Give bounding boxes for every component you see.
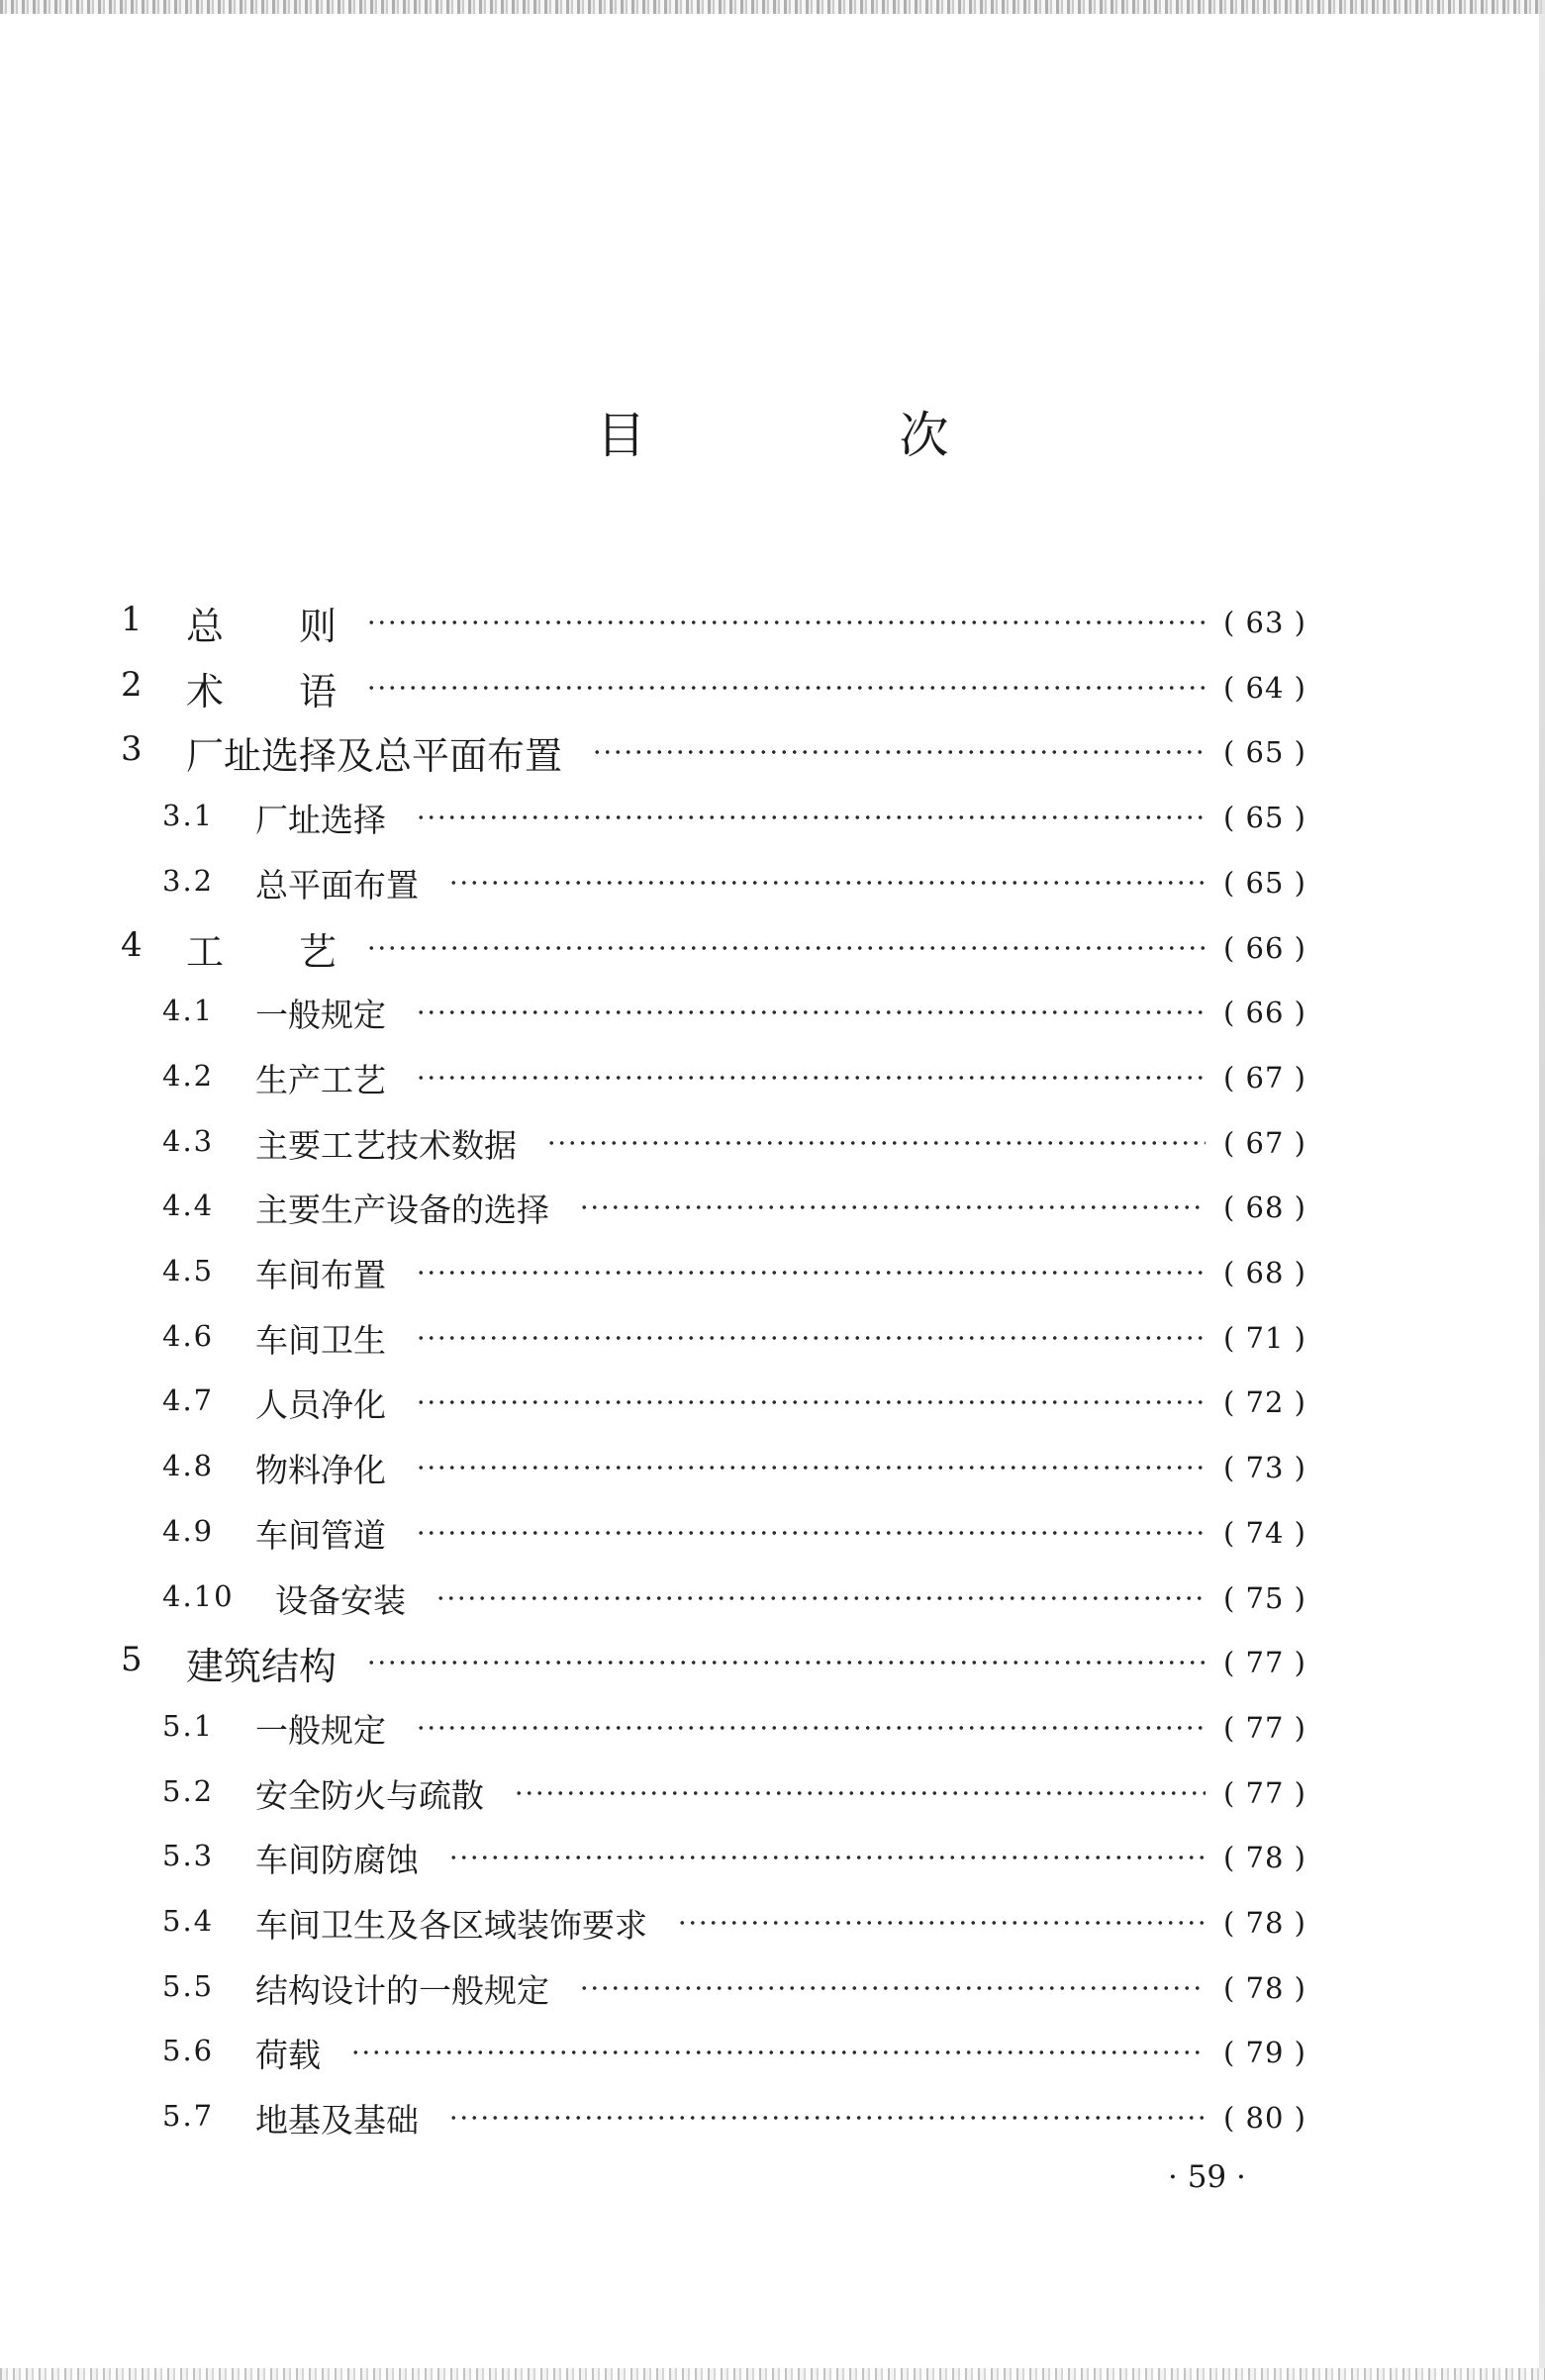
toc-dot-leader	[514, 1791, 1206, 1795]
toc-entry-number: 5	[121, 1640, 143, 1679]
toc-entry-number: 3	[121, 729, 143, 769]
toc-entry-number: 5.2	[162, 1774, 215, 1808]
toc-dot-leader	[448, 1856, 1206, 1859]
toc-entry[interactable]	[0, 919, 1545, 975]
toc-entry-label: 荷载	[255, 2036, 321, 2074]
toc-entry-number: 4.6	[162, 1319, 215, 1353]
toc-dot-leader	[435, 1596, 1206, 1600]
toc-entry[interactable]	[0, 1504, 1545, 1560]
toc-entry-label: 厂址选择及总平面布置	[186, 734, 563, 778]
toc-dot-leader	[366, 686, 1206, 690]
toc-entry-label: 物料净化	[255, 1451, 386, 1489]
toc-dot-leader	[416, 1336, 1206, 1340]
toc-entry-label: 车间防腐蚀	[255, 1841, 419, 1879]
toc-entry[interactable]	[0, 1699, 1545, 1755]
toc-dot-leader	[366, 1661, 1206, 1665]
toc-entry-number: 4	[121, 925, 143, 965]
toc-entry-number: 5.6	[162, 2034, 215, 2067]
toc-entry-page: ( 64 )	[1223, 671, 1306, 705]
toc-dot-leader	[546, 1141, 1206, 1145]
toc-entry[interactable]	[0, 723, 1545, 779]
toc-dot-leader	[416, 1466, 1206, 1470]
toc-entry-label: 厂址选择	[255, 801, 386, 839]
toc-entry[interactable]	[0, 854, 1545, 909]
toc-dot-leader	[579, 1205, 1206, 1209]
toc-entry-label: 术 语	[186, 670, 338, 714]
toc-entry-number: 3.1	[162, 799, 215, 832]
toc-entry-label: 安全防火与疏散	[255, 1776, 484, 1815]
toc-entry-label: 总平面布置	[255, 866, 419, 904]
toc-entry-page: ( 72 )	[1223, 1385, 1306, 1419]
toc-dot-leader	[448, 881, 1206, 885]
toc-entry[interactable]	[0, 1309, 1545, 1365]
toc-dot-leader	[579, 1986, 1206, 1990]
toc-entry-number: 4.7	[162, 1383, 215, 1417]
toc-entry-page: ( 77 )	[1223, 1711, 1306, 1745]
toc-entry[interactable]	[0, 594, 1545, 649]
toc-dot-leader	[366, 620, 1206, 624]
toc-entry-number: 1	[121, 600, 143, 639]
toc-entry-page: ( 77 )	[1223, 1776, 1306, 1810]
toc-entry[interactable]	[0, 1959, 1545, 2015]
toc-entry-number: 4.1	[162, 994, 215, 1027]
toc-entry-page: ( 66 )	[1223, 931, 1306, 965]
toc-entry-label: 生产工艺	[255, 1061, 386, 1099]
toc-entry[interactable]	[0, 1894, 1545, 1950]
toc-entry-label: 一般规定	[255, 996, 386, 1034]
toc-entry-number: 4.9	[162, 1514, 215, 1548]
toc-entry-page: ( 78 )	[1223, 1906, 1306, 1940]
toc-entry[interactable]	[0, 1114, 1545, 1170]
toc-dot-leader	[416, 1010, 1206, 1014]
toc-entry-page: ( 63 )	[1223, 606, 1306, 639]
toc-entry-number: 4.8	[162, 1449, 215, 1482]
toc-entry[interactable]	[0, 789, 1545, 844]
toc-entry-label: 地基及基础	[255, 2101, 419, 2140]
toc-entry-page: ( 73 )	[1223, 1451, 1306, 1484]
toc-entry-number: 4.3	[162, 1124, 215, 1158]
toc-entry-page: ( 71 )	[1223, 1321, 1306, 1355]
toc-entry[interactable]	[0, 1049, 1545, 1104]
toc-dot-leader	[416, 815, 1206, 819]
toc-entry-label: 结构设计的一般规定	[255, 1971, 549, 2010]
toc-entry[interactable]	[0, 2089, 1545, 2144]
toc-entry[interactable]	[0, 1570, 1545, 1625]
toc-dot-leader	[448, 2116, 1206, 2120]
toc-entry-number: 5.7	[162, 2099, 215, 2133]
page-title: 目 次	[596, 407, 1068, 464]
toc-dot-leader	[350, 2050, 1206, 2054]
toc-entry-page: ( 78 )	[1223, 1971, 1306, 2005]
toc-entry-label: 主要生产设备的选择	[255, 1190, 549, 1229]
toc-dot-leader	[416, 1076, 1206, 1080]
toc-dot-leader	[416, 1400, 1206, 1404]
toc-entry[interactable]	[0, 1244, 1545, 1299]
toc-entry-number: 4.10	[162, 1579, 235, 1613]
toc-entry-page: ( 65 )	[1223, 801, 1306, 834]
toc-entry-page: ( 65 )	[1223, 866, 1306, 900]
toc-entry[interactable]	[0, 984, 1545, 1039]
page-number: · 59 ·	[1168, 2159, 1246, 2195]
toc-entry-label: 建筑结构	[186, 1645, 338, 1688]
toc-entry[interactable]	[0, 1439, 1545, 1494]
toc-entry-label: 工 艺	[186, 930, 338, 974]
toc-entry-page: ( 66 )	[1223, 996, 1306, 1029]
toc-entry[interactable]	[0, 1374, 1545, 1429]
toc-entry-page: ( 74 )	[1223, 1516, 1306, 1550]
toc-entry[interactable]	[0, 659, 1545, 714]
toc-entry-page: ( 77 )	[1223, 1646, 1306, 1679]
toc-entry-number: 4.2	[162, 1059, 215, 1093]
toc-entry[interactable]	[0, 1829, 1545, 1884]
toc-entry[interactable]	[0, 1179, 1545, 1234]
toc-entry[interactable]	[0, 1764, 1545, 1820]
toc-entry-number: 5.4	[162, 1904, 215, 1938]
toc-entry-number: 5.1	[162, 1709, 215, 1743]
toc-entry-page: ( 79 )	[1223, 2036, 1306, 2069]
toc-entry-label: 主要工艺技术数据	[255, 1126, 517, 1165]
toc-entry-label: 车间卫生及各区域装饰要求	[255, 1906, 647, 1945]
toc-dot-leader	[592, 750, 1206, 754]
toc-dot-leader	[416, 1271, 1206, 1275]
toc-entry-page: ( 68 )	[1223, 1256, 1306, 1289]
toc-entry-number: 5.5	[162, 1969, 215, 2003]
toc-dot-leader	[416, 1726, 1206, 1730]
toc-entry[interactable]	[0, 1634, 1545, 1689]
toc-entry-page: ( 67 )	[1223, 1061, 1306, 1095]
toc-entry-label: 车间管道	[255, 1516, 386, 1555]
toc-entry-label: 人员净化	[255, 1385, 386, 1424]
toc-entry-label: 一般规定	[255, 1711, 386, 1750]
toc-entry-label: 车间布置	[255, 1256, 386, 1294]
toc-dot-leader	[366, 946, 1206, 950]
toc-dot-leader	[416, 1531, 1206, 1535]
toc-entry-label: 车间卫生	[255, 1321, 386, 1360]
toc-entry-page: ( 80 )	[1223, 2101, 1306, 2135]
toc-entry-page: ( 75 )	[1223, 1581, 1306, 1615]
toc-entry-number: 2	[121, 665, 143, 705]
toc-entry-number: 4.4	[162, 1189, 215, 1222]
toc-entry-page: ( 65 )	[1223, 735, 1306, 769]
toc-entry-label: 总 则	[186, 605, 338, 648]
toc-entry-number: 5.3	[162, 1839, 215, 1872]
toc-entry-number: 3.2	[162, 864, 215, 898]
toc-entry[interactable]	[0, 2024, 1545, 2079]
toc-entry-label: 设备安装	[275, 1581, 406, 1620]
toc-entry-page: ( 68 )	[1223, 1190, 1306, 1224]
toc-dot-leader	[677, 1921, 1206, 1925]
toc-entry-number: 4.5	[162, 1254, 215, 1287]
toc-entry-page: ( 78 )	[1223, 1841, 1306, 1874]
toc-entry-page: ( 67 )	[1223, 1126, 1306, 1160]
